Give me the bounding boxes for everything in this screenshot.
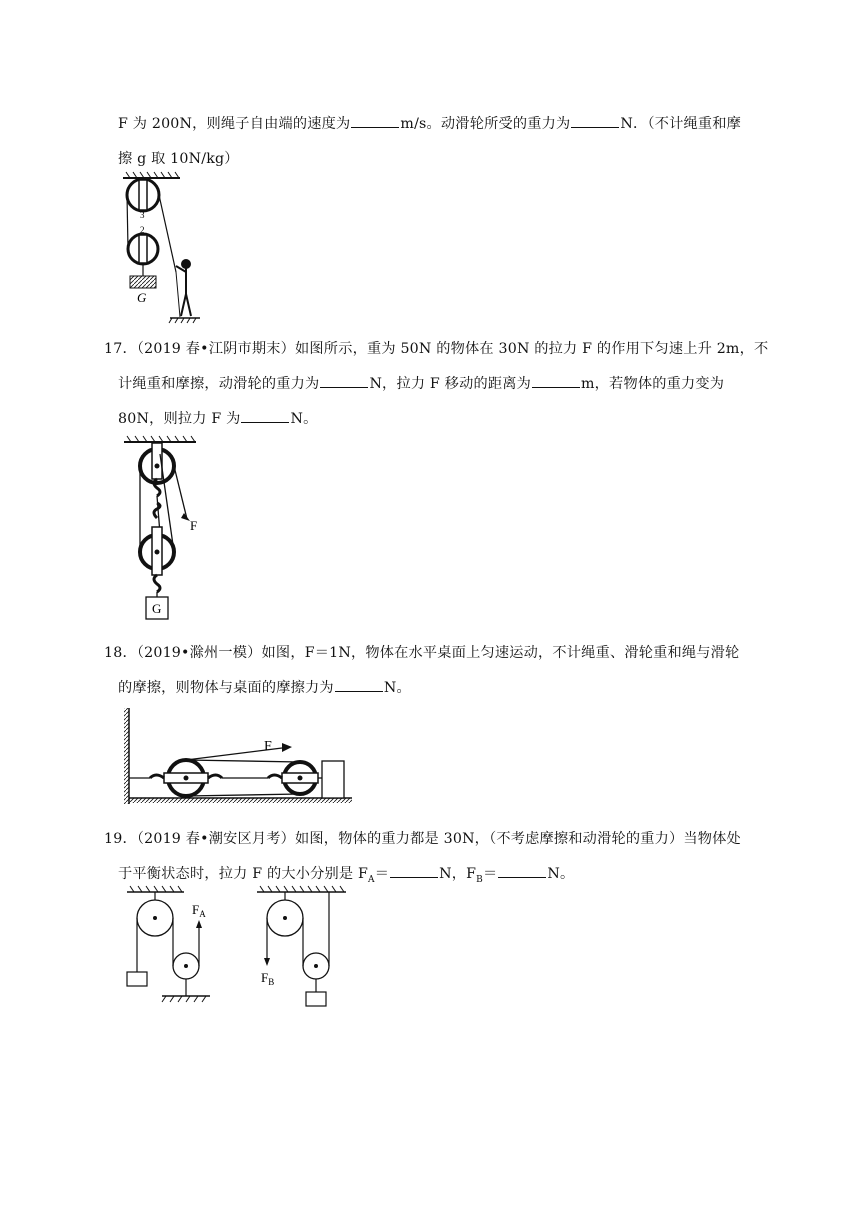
q19-text-1: 19．（2019 春•潮安区月考）如图，物体的重力都是 30N，（不考虑摩擦和动滑轮的重力）当物体处 — [104, 831, 741, 847]
q19-sub-a: A — [368, 874, 375, 885]
q17-text-2c: m，若物体的重力变为 — [581, 376, 725, 392]
answer-blank[interactable] — [390, 865, 438, 878]
q19-text-2e: N。 — [547, 866, 575, 882]
q17-text-2b: N，拉力 F 移动的距离为 — [369, 376, 532, 392]
q19-text-2a: 于平衡状态时，拉力 F 的大小分别是 F — [118, 866, 369, 882]
answer-blank[interactable] — [241, 410, 289, 423]
q19-line-2 — [118, 863, 574, 885]
q17-line-1 — [104, 338, 768, 358]
q19-figure-a — [122, 884, 222, 1010]
q16-text-2: 擦 g 取 10N/kg） — [118, 151, 239, 167]
q16-hook-top-label: 3 — [140, 210, 145, 220]
q19-text-2b: ＝ — [374, 866, 390, 882]
answer-blank[interactable] — [320, 375, 368, 388]
answer-blank[interactable] — [571, 115, 619, 128]
q16-text-b: m/s。动滑轮所受的重力为 — [400, 116, 571, 132]
q17-text-2a: 计绳重和摩擦，动滑轮的重力为 — [118, 376, 320, 392]
q18-pulley-figure — [122, 706, 354, 806]
q19-force-a-label: $F_A$ — [192, 902, 206, 919]
q17-text-3a: 80N，则拉力 F 为 — [118, 411, 241, 427]
q16-hook-mid-label: 2 — [140, 225, 145, 235]
answer-blank[interactable] — [498, 865, 546, 878]
q16-text-c: N．（不计绳重和摩 — [620, 116, 742, 132]
q17-text-1: 17．（2019 春•江阴市期末）如图所示，重为 50N 的物体在 30N 的拉力 F 的作用下匀速上升 2m，不 — [104, 341, 769, 357]
q19-text-2d: ＝ — [483, 866, 498, 882]
q18-text-1: 18．（2019•滁州一模）如图，F＝1N，物体在水平桌面上匀速运动，不计绳重、滑轮重和绳与滑轮 — [104, 645, 740, 661]
q19-figure-b — [254, 884, 354, 1010]
q17-text-3b: N。 — [290, 411, 318, 427]
q16-line-2 — [118, 148, 239, 168]
person-icon — [176, 260, 191, 316]
q19-force-b-label: $F_B$ — [261, 970, 275, 987]
q18-force-label: F — [264, 739, 272, 754]
q16-weight-label: G — [137, 290, 147, 305]
q16-line-1 — [118, 113, 741, 133]
q16-text-a: F 为 200N，则绳子自由端的速度为 — [118, 116, 351, 132]
q18-line-1 — [104, 642, 739, 662]
q17-pulley-figure — [124, 434, 224, 624]
q18-text-2a: 的摩擦，则物体与桌面的摩擦力为 — [118, 680, 334, 696]
q19-text-2c: N，F — [439, 866, 477, 882]
q19-sub-b: B — [476, 874, 483, 885]
q17-force-label: F — [190, 518, 198, 533]
q18-line-2 — [118, 677, 411, 697]
q16-pulley-figure — [118, 172, 208, 324]
q17-line-2 — [118, 373, 724, 393]
q18-text-2b: N。 — [383, 680, 411, 696]
q17-line-3 — [118, 408, 317, 428]
q17-weight-label: G — [152, 601, 162, 616]
answer-blank[interactable] — [335, 679, 383, 692]
answer-blank[interactable] — [351, 115, 399, 128]
q19-line-1 — [104, 828, 741, 848]
answer-blank[interactable] — [532, 375, 580, 388]
